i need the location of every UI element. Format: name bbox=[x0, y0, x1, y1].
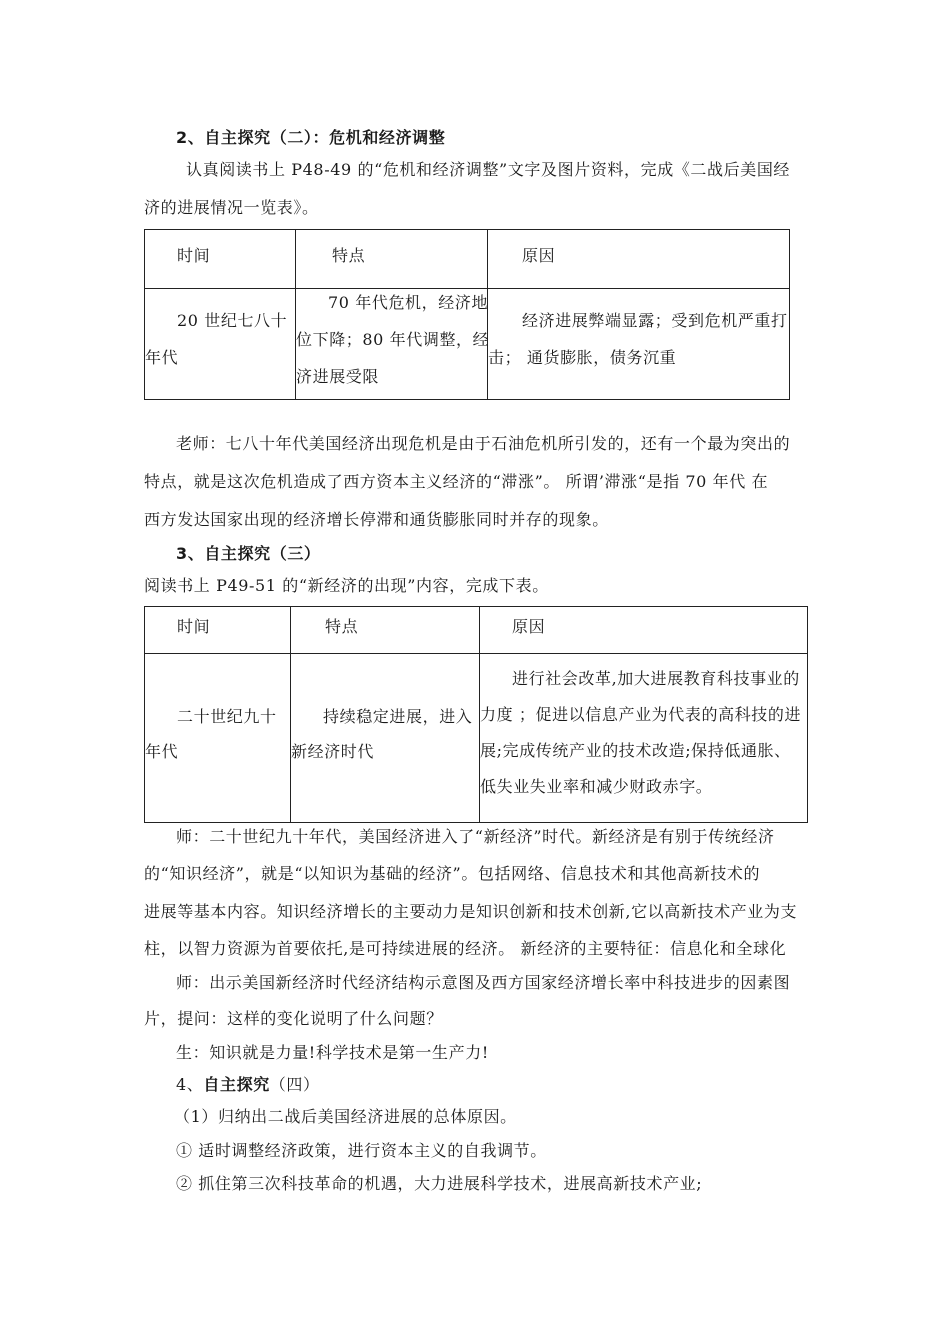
section-4-heading-prefix: 4、 bbox=[176, 1075, 204, 1094]
table-1-header-row bbox=[145, 230, 790, 289]
table-1-header-reason: 原因 bbox=[522, 246, 556, 265]
teacher-remark-2-line-3: 进展等基本内容。知识经济增长的主要动力是知识创新和技术创新,它以高新技术产业为支 bbox=[144, 902, 798, 921]
table-2-data-row bbox=[145, 654, 808, 823]
section-4-heading-bold: 自主探究 bbox=[203, 1075, 270, 1094]
table-2-header-reason: 原因 bbox=[512, 617, 546, 636]
section-3-heading: 3、自主探究（三） bbox=[176, 544, 321, 563]
teacher-remark-1-line-3: 西方发达国家出现的经济增长停滞和通货膨胀同时并存的现象。 bbox=[144, 510, 609, 529]
section-3-intro: 阅读书上 P49-51 的“新经济的出现”内容，完成下表。 bbox=[144, 576, 549, 595]
section-2-intro-line-1: 认真阅读书上 P48-49 的“危机和经济调整”文字及图片资料，完成《二战后美国经 bbox=[186, 160, 791, 179]
table-2-feature-line-1: 持续稳定进展，进入 bbox=[323, 707, 473, 726]
teacher-remark-2-line-4: 柱，以智力资源为首要依托,是可持续进展的经济。 新经济的主要特征：信息化和全球化 bbox=[144, 939, 787, 958]
section-4-item-1: （1）归纳出二战后美国经济进展的总体原因。 bbox=[174, 1107, 517, 1126]
table-1-header-time: 时间 bbox=[177, 246, 211, 265]
section-4-point-2: ② 抓住第三次科技革命的机遇，大力进展科学技术，进展高新技术产业; bbox=[176, 1174, 703, 1193]
table-1-time-line-1: 20 世纪七八十 bbox=[177, 311, 288, 330]
table-1-time-line-2: 年代 bbox=[145, 348, 179, 367]
section-4-heading bbox=[176, 1075, 320, 1095]
table-2-header-row bbox=[145, 607, 808, 654]
student-answer-line: 生：知识就是力量!科学技术是第一生产力! bbox=[176, 1043, 489, 1062]
section-4-heading-suffix: （四） bbox=[269, 1075, 320, 1094]
teacher-remark-2-line-6: 片，提问：这样的变化说明了什么问题？ bbox=[144, 1009, 443, 1028]
table-2-time-line-2: 年代 bbox=[145, 742, 179, 761]
table-1-feature-line-3: 济进展受限 bbox=[296, 367, 380, 386]
table-2-feature-line-2: 新经济时代 bbox=[291, 742, 375, 761]
section-4-point-1: ① 适时调整经济政策，进行资本主义的自我调节。 bbox=[176, 1141, 547, 1160]
section-2-intro-line-2: 济的进展情况一览表》。 bbox=[144, 198, 319, 217]
table-1-feature-line-2: 位下降；80 年代调整，经 bbox=[296, 330, 490, 349]
table-2-header-time: 时间 bbox=[177, 617, 211, 636]
table-1-data-row bbox=[145, 289, 790, 400]
teacher-remark-2-line-2: 的“知识经济”，就是“以知识为基础的经济”。包括网络、信息技术和其他高新技术的 bbox=[144, 864, 761, 883]
economy-table-1 bbox=[144, 229, 790, 400]
table-1-feature-line-1: 70 年代危机，经济地 bbox=[328, 293, 489, 312]
teacher-remark-1-line-1: 老师：七八十年代美国经济出现危机是由于石油危机所引发的，还有一个最为突出的 bbox=[176, 434, 791, 453]
table-2-time-line-1: 二十世纪九十 bbox=[177, 707, 277, 726]
table-1-header-feature: 特点 bbox=[332, 246, 366, 265]
table-1-reason-line-1: 经济进展弊端显露；受到危机严重打 bbox=[522, 311, 788, 330]
table-2-header-feature: 特点 bbox=[325, 617, 359, 636]
table-2-reason-line-3: 展;完成传统产业的技术改造;保持低通胀、 bbox=[480, 741, 791, 760]
teacher-remark-2-line-5: 师：出示美国新经济时代经济结构示意图及西方国家经济增长率中科技进步的因素图 bbox=[176, 973, 791, 992]
section-2-heading: 2、自主探究（二）：危机和经济调整 bbox=[176, 128, 446, 147]
economy-table-2 bbox=[144, 606, 808, 823]
teacher-remark-2-line-1: 师：二十世纪九十年代，美国经济进入了“新经济”时代。新经济是有别于传统经济 bbox=[176, 827, 775, 846]
teacher-remark-1-line-2: 特点，就是这次危机造成了西方资本主义经济的“滞涨”。 所谓’滞涨“是指 70 年代 在 bbox=[144, 472, 769, 491]
table-2-reason-line-2: 力度 ；促进以信息产业为代表的高科技的进 bbox=[480, 705, 802, 724]
table-2-reason-line-4: 低失业失业率和减少财政赤字。 bbox=[480, 777, 713, 796]
table-2-reason-line-1: 进行社会改革,加大进展教育科技事业的 bbox=[512, 669, 800, 688]
table-1-reason-line-2: 击； 通货膨胀，债务沉重 bbox=[488, 348, 677, 367]
